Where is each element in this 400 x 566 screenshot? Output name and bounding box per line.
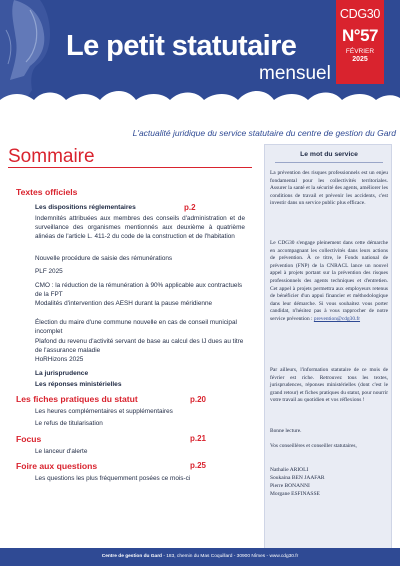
editorial-paragraph — [270, 240, 388, 324]
badge-year: 2025 — [352, 56, 368, 63]
signature: Pierre BONANNI — [270, 483, 310, 489]
footer-org: Centre de gestion du Gard — [101, 554, 162, 559]
editorial-closing: Vos conseillères et conseiller statutaires, — [270, 443, 357, 449]
toc-page-dispositions: p.2 — [184, 203, 196, 212]
editorial-divider — [275, 162, 383, 163]
toc-item[interactable]: Plafond du revenu d'activité servant de base au calcul des IJ dues au titre de l'assurance maladie — [35, 338, 244, 354]
toc-page-faq: p.25 — [190, 461, 207, 470]
toc-sub-jurisprudence[interactable]: La jurisprudence — [35, 370, 89, 377]
badge-month: FÉVRIER — [345, 48, 375, 55]
toc-item[interactable]: CMO : la réduction de la rémunération à 90% applicable aux contractuels de la FPT — [35, 282, 243, 298]
toc-section-fiches[interactable]: Les fiches pratiques du statut — [16, 394, 138, 404]
editorial-paragraph-text: Le CDG30 s'engage pleinement dans cette démarche en accompagnant les collectivités dans leurs actions de prévention. À ce titre, le Fonds national de prévention (FNP) de la CNRACL lance un nouvel appel à projets portant sur la prévention des risques professionnels des agents techniques et d'entretien. Cet appel à projets permettra aux employeurs retenus de bénéficier d'un appui financier et méthodologique dans leur démarche. Si vous souhaitez vous porter candidat, n'hésitez pas à vous rapprocher de notre service prévention : — [270, 240, 388, 322]
page-title: Le petit statutaire — [66, 30, 297, 62]
toc-item[interactable]: Modalités d'intervention des AESH durant la pause méridienne — [35, 300, 213, 307]
editorial-paragraph: Par ailleurs, l'information statutaire de ce mois de février est riche. Retrouvez tous les textes, jurisprudences, réponses ministérielles (dont c'est le grand retour) et fiches pratiques du statut, pour nourrir votre travail au quotidien et vos réflexions ! — [270, 367, 388, 404]
signature: Nathalie ARIOLI — [270, 467, 309, 473]
editorial-paragraph: La prévention des risques professionnels est un enjeu fondamental pour les collectivités territoriales. Assurer la santé et la sécurité des agents, améliorer les conditions de travail et prévenir les accidents, c'est investir dans un service public plus efficace. — [270, 170, 388, 207]
footer-address: - 183, chemin du Mas Coquillard - 30900 Nîmes - www.cdg30.fr — [162, 554, 299, 559]
editorial-title: Le mot du service — [300, 151, 358, 158]
page-subtitle: mensuel — [259, 63, 331, 84]
toc-item[interactable]: Le lanceur d'alerte — [35, 448, 88, 455]
signature: Soukaina BEN JAAFAR — [270, 475, 325, 481]
prevention-email-link[interactable]: prevention@cdg30.fr — [313, 315, 361, 322]
sommaire-heading: Sommaire — [8, 146, 95, 167]
toc-item[interactable]: Nouvelle procédure de saisie des rémunérations — [35, 255, 173, 262]
toc-section-faq[interactable]: Foire aux questions — [16, 461, 98, 471]
signature: Morgane ESFINASSE — [270, 491, 320, 497]
toc-item[interactable]: HoRHizons 2025 — [35, 356, 84, 363]
toc-item[interactable]: Le refus de titularisation — [35, 420, 103, 427]
toc-page-fiches: p.20 — [190, 395, 207, 404]
footer — [0, 548, 400, 566]
toc-item[interactable]: Les heures complémentaires et supplémentaires — [35, 408, 173, 415]
toc-sub-dispositions[interactable]: Les dispositions réglementaires — [35, 204, 136, 211]
toc-page-focus: p.21 — [190, 434, 207, 443]
tagline: L'actualité juridique du service statutaire du centre de gestion du Gard — [132, 128, 396, 138]
toc-item[interactable]: Indemnités attribuées aux membres des conseils d'administration et de surveillance des organismes mentionnés aux deuxième à quatrième alinéas de l'article L. 411-2 du code de la construction et de l'habitation — [35, 215, 245, 240]
toc-section-textes-officiels[interactable]: Textes officiels — [16, 187, 78, 197]
badge-issue-number: N°57 — [342, 26, 378, 45]
badge-org: CDG30 — [339, 7, 381, 21]
editorial-closing: Bonne lecture. — [270, 428, 302, 434]
toc-sub-reponses[interactable]: Les réponses ministérielles — [35, 381, 122, 388]
toc-item[interactable]: PLF 2025 — [35, 268, 63, 275]
toc-item[interactable]: Élection du maire d'une commune nouvelle en cas de conseil municipal incomplet — [35, 319, 237, 335]
toc-section-focus[interactable]: Focus — [16, 434, 42, 444]
editorial-panel — [264, 144, 392, 556]
toc-item[interactable]: Les questions les plus fréquemment posées ce mois-ci — [35, 475, 191, 482]
